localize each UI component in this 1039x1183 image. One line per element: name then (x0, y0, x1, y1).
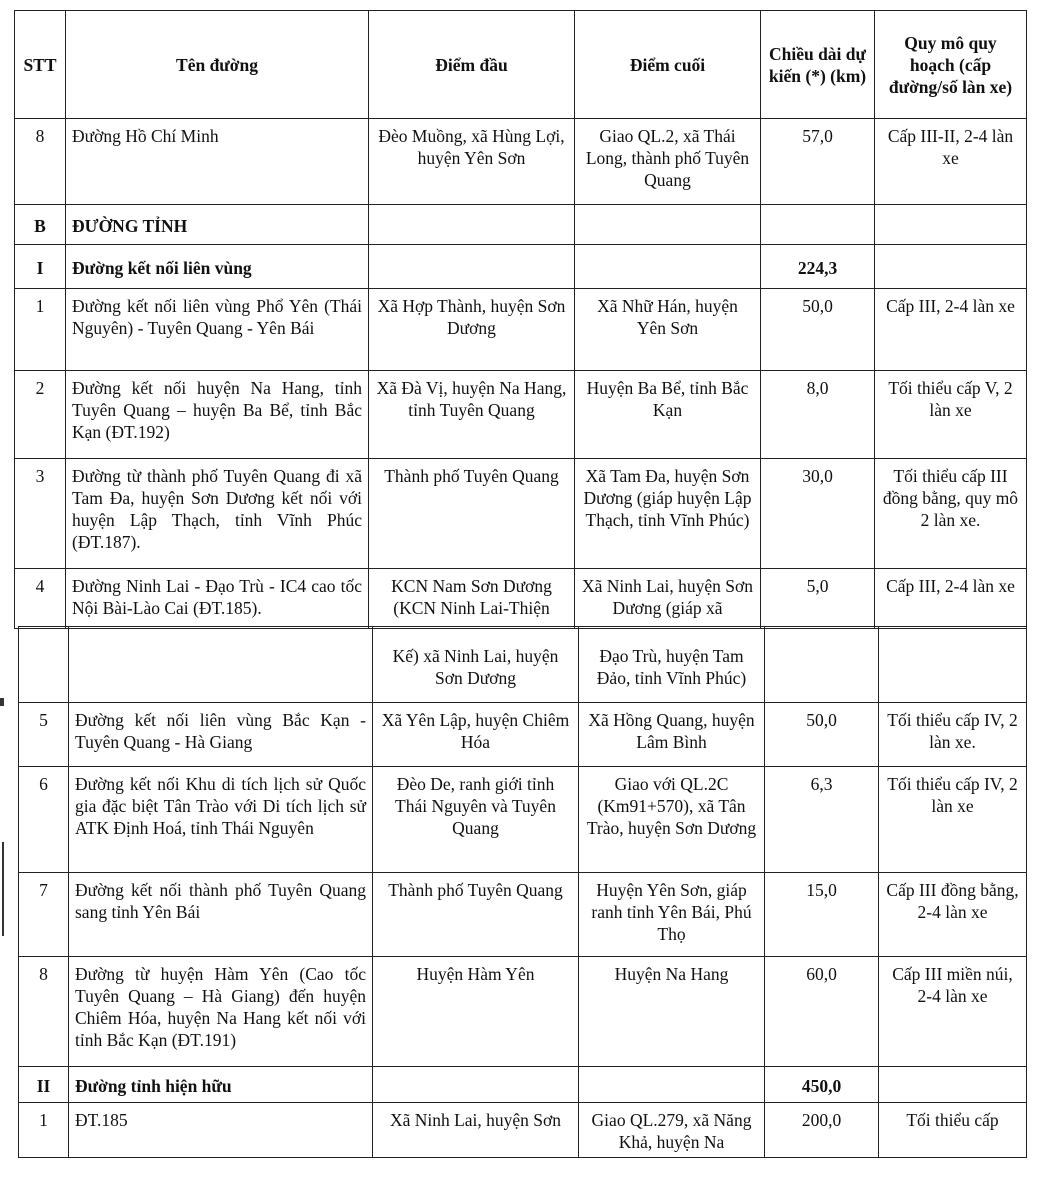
cell-diem-cuoi: Xã Ninh Lai, huyện Sơn Dương (giáp xã (575, 569, 761, 629)
cell-quy-mo: Tối thiểu cấp (879, 1103, 1027, 1158)
cell-chieu-dai: 15,0 (765, 873, 879, 957)
cell-chieu-dai: 50,0 (761, 289, 875, 371)
cell-ten-duong: ĐT.185 (69, 1103, 373, 1158)
table-row (15, 459, 1027, 569)
cell-chieu-dai: 50,0 (765, 703, 879, 767)
header-diem-cuoi: Điểm cuối (575, 11, 761, 119)
header-ten-duong: Tên đường (66, 11, 369, 119)
cell-chieu-dai: 57,0 (761, 119, 875, 205)
cell-diem-cuoi: Đạo Trù, huyện Tam Đảo, tỉnh Vĩnh Phúc) (579, 627, 765, 703)
cell-stt: 4 (15, 569, 66, 629)
cell-quy-mo: Cấp III-II, 2-4 làn xe (875, 119, 1027, 205)
cell-diem-cuoi: Xã Hồng Quang, huyện Lâm Bình (579, 703, 765, 767)
cell-ten-duong: Đường kết nối thành phố Tuyên Quang sang tỉnh Yên Bái (69, 873, 373, 957)
header-quy-mo: Quy mô quy hoạch (cấp đường/số làn xe) (875, 11, 1027, 119)
cell-diem-cuoi: Giao QL.279, xã Năng Khả, huyện Na (579, 1103, 765, 1158)
cell-ten-duong: Đường từ huyện Hàm Yên (Cao tốc Tuyên Quang – Hà Giang) đến huyện Chiêm Hóa, huyện Na Hang kết nối với tỉnh Bắc Kạn (ĐT.191) (69, 957, 373, 1067)
table-row (15, 119, 1027, 205)
cell-diem-cuoi: Huyện Na Hang (579, 957, 765, 1067)
cell-quy-mo: Tối thiểu cấp IV, 2 làn xe. (879, 703, 1027, 767)
cell-chieu-dai: 6,3 (765, 767, 879, 873)
cell-quy-mo: Tối thiểu cấp V, 2 làn xe (875, 371, 1027, 459)
cell-stt: 5 (19, 703, 69, 767)
header-stt: STT (15, 11, 66, 119)
cell-diem-dau: Thành phố Tuyên Quang (373, 873, 579, 957)
cell-quy-mo: Cấp III miền núi, 2-4 làn xe (879, 957, 1027, 1067)
cell-diem-dau: Xã Hợp Thành, huyện Sơn Dương (369, 289, 575, 371)
cell-stt: I (15, 245, 66, 289)
cell-stt: 8 (19, 957, 69, 1067)
section-row (15, 205, 1027, 245)
cell-diem-cuoi: Huyện Ba Bể, tỉnh Bắc Kạn (575, 371, 761, 459)
cell-diem-cuoi: Xã Nhữ Hán, huyện Yên Sơn (575, 289, 761, 371)
cell-quy-mo: Cấp III, 2-4 làn xe (875, 289, 1027, 371)
cell-diem-dau: KCN Nam Sơn Dương (KCN Ninh Lai-Thiện (369, 569, 575, 629)
cell-diem-cuoi: Giao QL.2, xã Thái Long, thành phố Tuyên Quang (575, 119, 761, 205)
scan-margin-line (2, 842, 4, 936)
cell-diem-cuoi: Giao với QL.2C (Km91+570), xã Tân Trào, huyện Sơn Dương (579, 767, 765, 873)
header-diem-dau: Điểm đầu (369, 11, 575, 119)
cell-quy-mo: Tối thiểu cấp IV, 2 làn xe (879, 767, 1027, 873)
cell-diem-dau: Huyện Hàm Yên (373, 957, 579, 1067)
table-row (15, 371, 1027, 459)
cell-chieu-dai: 30,0 (761, 459, 875, 569)
section-title: Đường kết nối liên vùng (66, 245, 369, 289)
cell-ten-duong: Đường kết nối liên vùng Phổ Yên (Thái Nguyên) - Tuyên Quang - Yên Bái (66, 289, 369, 371)
cell-ten-duong: Đường từ thành phố Tuyên Quang đi xã Tam Đa, huyện Sơn Dương kết nối với huyện Lập Thạch, tỉnh Vĩnh Phúc (ĐT.187). (66, 459, 369, 569)
cell-ten-duong: Đường kết nối huyện Na Hang, tỉnh Tuyên Quang – huyện Ba Bể, tỉnh Bắc Kạn (ĐT.192) (66, 371, 369, 459)
cell-stt: 3 (15, 459, 66, 569)
scan-margin-mark (0, 698, 4, 706)
cell-diem-dau: Xã Đà Vị, huyện Na Hang, tỉnh Tuyên Quang (369, 371, 575, 459)
cell-ten-duong: Đường kết nối liên vùng Bắc Kạn - Tuyên Quang - Hà Giang (69, 703, 373, 767)
cell-stt: B (15, 205, 66, 245)
cell-stt: II (19, 1067, 69, 1103)
section-title: ĐƯỜNG TỈNH (66, 205, 369, 245)
table-row-continued (19, 627, 1027, 703)
cell-diem-dau: Xã Yên Lập, huyện Chiêm Hóa (373, 703, 579, 767)
cell-diem-dau: Đèo De, ranh giới tỉnh Thái Nguyên và Tuyên Quang (373, 767, 579, 873)
cell-ten-duong: Đường kết nối Khu di tích lịch sử Quốc gia đặc biệt Tân Trào với Di tích lịch sử ATK Định Hoá, tỉnh Thái Nguyên (69, 767, 373, 873)
cell-diem-dau: Đèo Muồng, xã Hùng Lợi, huyện Yên Sơn (369, 119, 575, 205)
cell-chieu-dai: 5,0 (761, 569, 875, 629)
section-total: 450,0 (765, 1067, 879, 1103)
cell-stt: 7 (19, 873, 69, 957)
cell-chieu-dai: 200,0 (765, 1103, 879, 1158)
cell-ten-duong: Đường Hồ Chí Minh (66, 119, 369, 205)
table-row (19, 703, 1027, 767)
cell-quy-mo: Cấp III đồng bằng, 2-4 làn xe (879, 873, 1027, 957)
cell-diem-dau: Thành phố Tuyên Quang (369, 459, 575, 569)
table-row (19, 1103, 1027, 1158)
table-row (15, 569, 1027, 629)
cell-stt: 1 (19, 1103, 69, 1158)
cell-diem-cuoi: Xã Tam Đa, huyện Sơn Dương (giáp huyện Lập Thạch, tỉnh Vĩnh Phúc) (575, 459, 761, 569)
cell-stt: 8 (15, 119, 66, 205)
table-row (15, 289, 1027, 371)
cell-quy-mo: Tối thiểu cấp III đồng bằng, quy mô 2 làn xe. (875, 459, 1027, 569)
cell-stt: 2 (15, 371, 66, 459)
cell-chieu-dai: 8,0 (761, 371, 875, 459)
section-row (19, 1067, 1027, 1103)
header-row (15, 11, 1027, 119)
cell-stt: 6 (19, 767, 69, 873)
road-table-part-2 (18, 626, 1027, 1158)
cell-diem-cuoi: Huyện Yên Sơn, giáp ranh tỉnh Yên Bái, Phú Thọ (579, 873, 765, 957)
section-total: 224,3 (761, 245, 875, 289)
cell-stt: 1 (15, 289, 66, 371)
table-row (19, 767, 1027, 873)
cell-diem-dau: Kế) xã Ninh Lai, huyện Sơn Dương (373, 627, 579, 703)
table-row (19, 873, 1027, 957)
section-row (15, 245, 1027, 289)
section-title: Đường tỉnh hiện hữu (69, 1067, 373, 1103)
header-chieu-dai: Chiều dài dự kiến (*) (km) (761, 11, 875, 119)
cell-ten-duong: Đường Ninh Lai - Đạo Trù - IC4 cao tốc Nội Bài-Lào Cai (ĐT.185). (66, 569, 369, 629)
road-table-part-1 (14, 10, 1027, 629)
cell-quy-mo: Cấp III, 2-4 làn xe (875, 569, 1027, 629)
cell-diem-dau: Xã Ninh Lai, huyện Sơn (373, 1103, 579, 1158)
table-row (19, 957, 1027, 1067)
cell-chieu-dai: 60,0 (765, 957, 879, 1067)
